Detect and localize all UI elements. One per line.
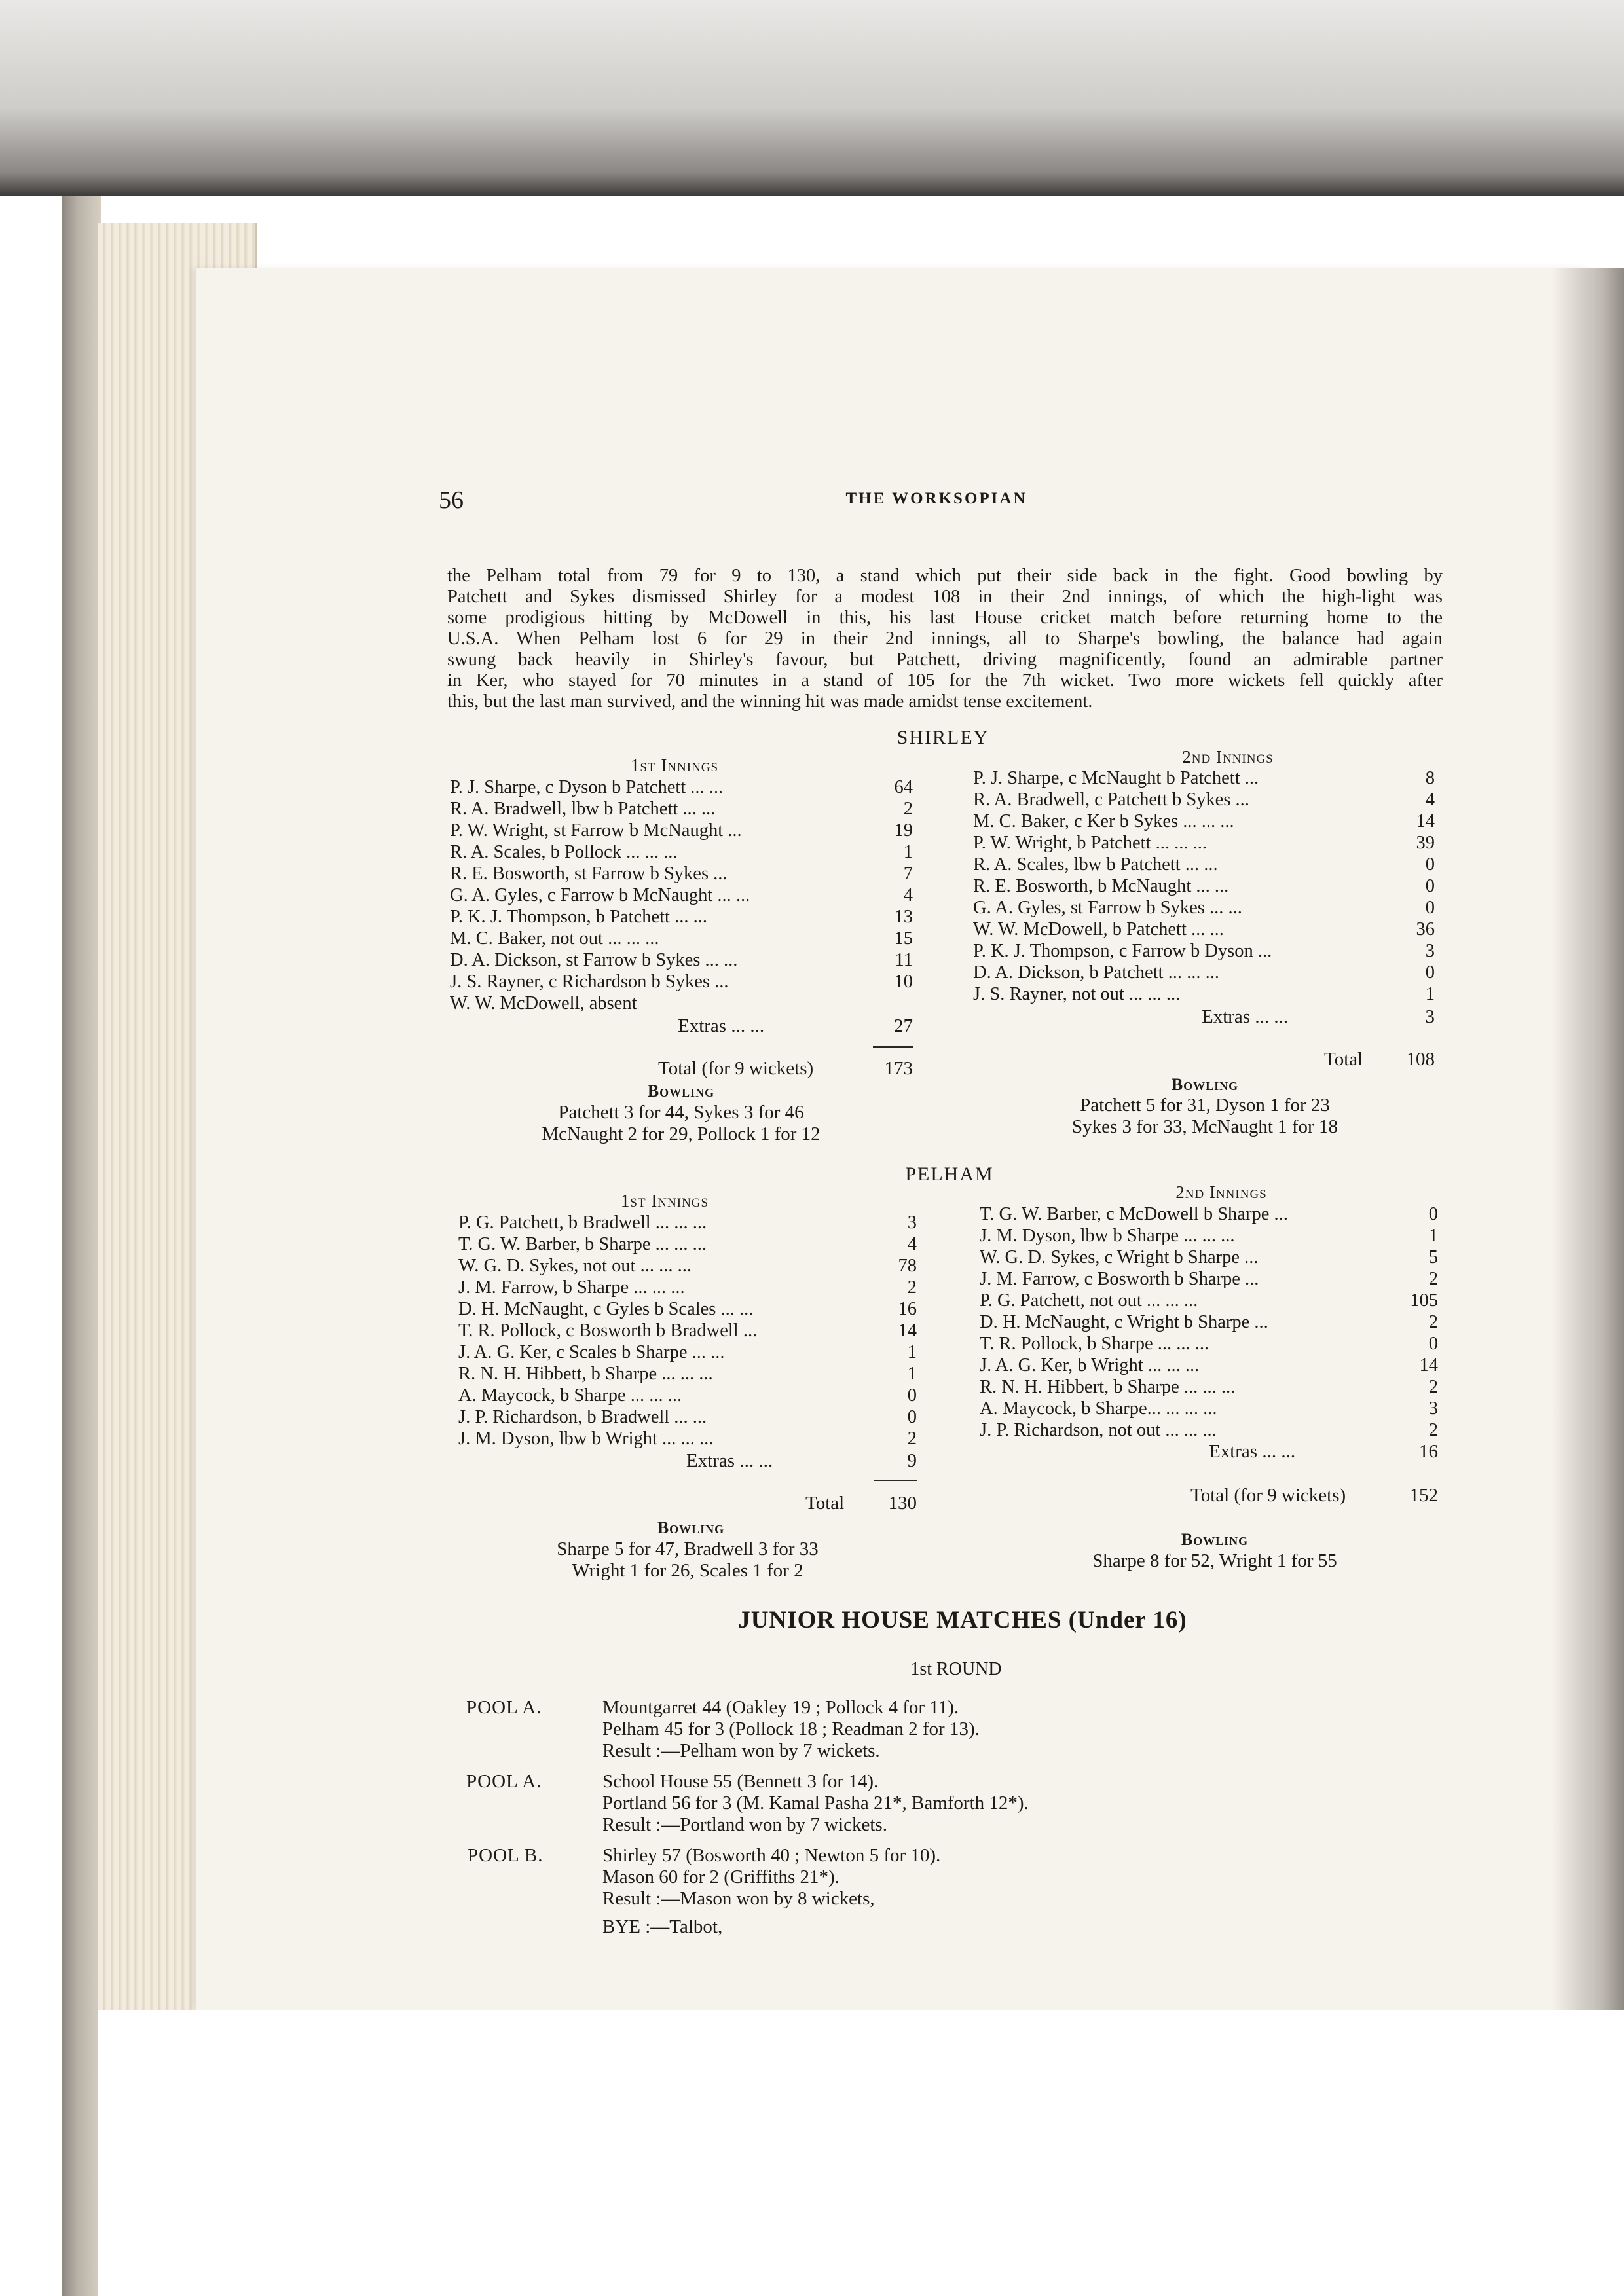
batsman-row	[450, 949, 913, 971]
running-head: THE WORKSOPIAN	[845, 490, 1027, 507]
shirley-2nd-innings-heading: 2nd Innings	[1182, 747, 1274, 767]
batsman-score: 15	[894, 928, 913, 949]
batsman-entry: R. A. Bradwell, c Patchett b Sykes ...	[973, 790, 1249, 810]
batsman-entry: P. G. Patchett, b Bradwell ... ... ...	[458, 1212, 707, 1233]
batsman-entry: W. W. McDowell, absent	[450, 993, 637, 1013]
batsman-row	[980, 1355, 1438, 1376]
batsman-row	[973, 854, 1435, 875]
batsman-entry: P. K. J. Thompson, c Farrow b Dyson ...	[973, 941, 1272, 961]
batsman-entry: W. G. D. Sykes, not out ... ... ...	[458, 1256, 692, 1276]
total-score: 173	[884, 1058, 913, 1079]
total-rule	[874, 1480, 917, 1481]
total-label: Total (for 9 wickets)	[1190, 1485, 1346, 1506]
batsman-row	[458, 1298, 917, 1320]
bowling-line: Sykes 3 for 33, McNaught 1 for 18	[1072, 1116, 1338, 1137]
extras-label: Extras ... ...	[678, 1015, 765, 1036]
batsman-row	[450, 884, 913, 906]
batsman-entry: J. A. G. Ker, b Wright ... ... ...	[980, 1355, 1200, 1376]
extras-label: Extras ... ...	[1202, 1006, 1289, 1027]
batsman-score: 0	[1425, 876, 1435, 896]
team-heading-shirley: SHIRLEY	[896, 727, 989, 748]
batsman-row	[980, 1311, 1438, 1333]
paragraph-line: Patchett and Sykes dismissed Shirley for a modest 108 in their 2nd innings, of which the high-light was	[447, 587, 1443, 607]
pool-label: POOL A.	[466, 1697, 542, 1718]
batsman-score: 0	[1425, 962, 1435, 983]
junior-house-matches-heading: JUNIOR HOUSE MATCHES (Under 16)	[738, 1607, 1187, 1633]
batsman-row	[973, 767, 1435, 789]
batsman-score: 0	[1425, 898, 1435, 918]
pelham-1st-innings-scorecard	[458, 1212, 917, 1449]
extras-score: 27	[894, 1015, 913, 1036]
batsman-entry: J. S. Rayner, not out ... ... ...	[973, 984, 1181, 1004]
batsman-entry: P. W. Wright, st Farrow b McNaught ...	[450, 820, 742, 841]
batsman-entry: T. G. W. Barber, c McDowell b Sharpe ...	[980, 1204, 1288, 1224]
batsman-score: 11	[895, 950, 913, 970]
total-rule	[873, 1046, 913, 1048]
match-result: Result :—Portland won by 7 wickets.	[602, 1814, 887, 1835]
batsman-score: 2	[1428, 1420, 1438, 1440]
batsman-score: 1	[1428, 1226, 1438, 1246]
bowling-heading: Bowling	[1171, 1075, 1239, 1094]
match-report-paragraph	[447, 566, 1443, 712]
extras-score: 9	[907, 1450, 917, 1471]
bowling-line: Sharpe 8 for 52, Wright 1 for 55	[1092, 1550, 1337, 1571]
pelham-1st-innings-heading: 1st Innings	[620, 1191, 709, 1211]
page-number: 56	[439, 486, 464, 514]
batsman-score: 39	[1416, 833, 1435, 853]
batsman-row	[973, 789, 1435, 811]
shirley-2nd-innings-scorecard	[973, 767, 1435, 1005]
paragraph-line: some prodigious hitting by McDowell in this, his last House cricket match before returning home to the	[447, 608, 1443, 628]
bowling-heading: Bowling	[647, 1082, 715, 1101]
extras-label: Extras ... ...	[1209, 1441, 1296, 1462]
batsman-row	[458, 1406, 917, 1428]
page-gutter-shadow	[1552, 268, 1624, 2010]
batsman-row	[458, 1233, 917, 1255]
batsman-score: 7	[903, 864, 913, 884]
batsman-score: 1	[1425, 984, 1435, 1004]
batsman-row	[458, 1428, 917, 1449]
batsman-entry: A. Maycock, b Sharpe ... ... ...	[458, 1385, 682, 1406]
batsman-row	[450, 906, 913, 928]
batsman-entry: A. Maycock, b Sharpe... ... ... ...	[980, 1398, 1217, 1419]
pool-label: POOL B.	[468, 1845, 544, 1866]
batsman-row	[980, 1247, 1438, 1268]
batsman-entry: J. M. Farrow, b Sharpe ... ... ...	[458, 1277, 685, 1298]
batsman-score: 13	[894, 907, 913, 927]
batsman-row	[973, 962, 1435, 983]
match-result: Result :—Mason won by 8 wickets,	[602, 1888, 875, 1909]
batsman-score: 8	[1425, 768, 1435, 788]
bowling-line: Wright 1 for 26, Scales 1 for 2	[572, 1560, 803, 1581]
batsman-row	[973, 940, 1435, 962]
bowling-line: Sharpe 5 for 47, Bradwell 3 for 33	[557, 1539, 819, 1559]
batsman-score: 19	[894, 820, 913, 841]
batsman-row	[980, 1398, 1438, 1419]
batsman-row	[450, 928, 913, 949]
team-heading-pelham: PELHAM	[905, 1163, 994, 1185]
batsman-entry: D. A. Dickson, b Patchett ... ... ...	[973, 962, 1220, 983]
match-line: Portland 56 for 3 (M. Kamal Pasha 21*, Bamforth 12*).	[602, 1793, 1029, 1813]
batsman-entry: R. A. Scales, b Pollock ... ... ...	[450, 842, 678, 862]
batsman-score: 2	[907, 1277, 917, 1298]
batsman-entry: J. A. G. Ker, c Scales b Sharpe ... ...	[458, 1342, 725, 1362]
batsman-row	[973, 897, 1435, 919]
bowling-heading: Bowling	[1181, 1530, 1249, 1549]
batsman-score: 1	[907, 1342, 917, 1362]
batsman-score: 2	[907, 1429, 917, 1449]
batsman-row	[973, 811, 1435, 832]
batsman-score: 105	[1410, 1290, 1438, 1311]
batsman-entry: R. N. H. Hibbert, b Sharpe ... ... ...	[980, 1377, 1236, 1397]
batsman-score: 3	[1425, 941, 1435, 961]
batsman-row	[458, 1212, 917, 1233]
batsman-score: 3	[1428, 1398, 1438, 1419]
batsman-score: 14	[1416, 811, 1435, 831]
match-line: Mountgarret 44 (Oakley 19 ; Pollock 4 for 11).	[602, 1697, 959, 1718]
bowling-line: Patchett 3 for 44, Sykes 3 for 46	[558, 1102, 804, 1123]
batsman-row	[980, 1333, 1438, 1355]
batsman-row	[980, 1419, 1438, 1441]
batsman-score: 2	[1428, 1377, 1438, 1397]
batsman-score: 4	[907, 1234, 917, 1254]
match-line: Mason 60 for 2 (Griffiths 21*).	[602, 1867, 840, 1887]
book-spine	[62, 196, 101, 2296]
batsman-entry: R. N. H. Hibbett, b Sharpe ... ... ...	[458, 1364, 713, 1384]
total-label: Total	[805, 1493, 845, 1514]
pelham-2nd-innings-heading: 2nd Innings	[1175, 1182, 1267, 1202]
batsman-entry: P. J. Sharpe, c McNaught b Patchett ...	[973, 768, 1259, 788]
batsman-entry: D. H. McNaught, c Wright b Sharpe ...	[980, 1312, 1268, 1332]
batsman-entry: J. P. Richardson, not out ... ... ...	[980, 1420, 1217, 1440]
batsman-entry: J. P. Richardson, b Bradwell ... ...	[458, 1407, 707, 1427]
total-score: 108	[1406, 1049, 1435, 1070]
batsman-entry: G. A. Gyles, st Farrow b Sykes ... ...	[973, 898, 1242, 918]
batsman-entry: T. R. Pollock, c Bosworth b Bradwell ...	[458, 1321, 758, 1341]
batsman-score: 36	[1416, 919, 1435, 939]
pool-label: POOL A.	[466, 1771, 542, 1792]
paragraph-line: the Pelham total from 79 for 9 to 130, a stand which put their side back in the fight. Good bowling by	[447, 566, 1443, 586]
batsman-entry: M. C. Baker, not out ... ... ...	[450, 928, 659, 949]
batsman-score: 16	[898, 1299, 917, 1319]
batsman-score: 4	[1425, 790, 1435, 810]
batsman-entry: T. R. Pollock, b Sharpe ... ... ...	[980, 1334, 1209, 1354]
batsman-entry: J. M. Dyson, lbw b Sharpe ... ... ...	[980, 1226, 1235, 1246]
paragraph-line: U.S.A. When Pelham lost 6 for 29 in their 2nd innings, all to Sharpe's bowling, the balance had again	[447, 629, 1443, 649]
paragraph-line: this, but the last man survived, and the winning hit was made amidst tense excitement.	[447, 691, 1093, 712]
batsman-row	[458, 1341, 917, 1363]
batsman-entry: W. G. D. Sykes, c Wright b Sharpe ...	[980, 1247, 1259, 1267]
batsman-row	[458, 1363, 917, 1385]
batsman-entry: J. M. Farrow, c Bosworth b Sharpe ...	[980, 1269, 1259, 1289]
extras-score: 16	[1419, 1441, 1438, 1462]
batsman-score: 2	[1428, 1269, 1438, 1289]
extras-score: 3	[1425, 1006, 1435, 1027]
batsman-row	[973, 919, 1435, 940]
paragraph-line: swung back heavily in Shirley's favour, but Patchett, driving magnificently, found an admirable partner	[447, 649, 1443, 670]
batsman-score: 78	[898, 1256, 917, 1276]
match-line: School House 55 (Bennett 3 for 14).	[602, 1771, 879, 1792]
batsman-row	[458, 1385, 917, 1406]
pelham-2nd-innings-scorecard	[980, 1203, 1438, 1441]
batsman-entry: D. H. McNaught, c Gyles b Scales ... ...	[458, 1299, 754, 1319]
match-result: Result :—Pelham won by 7 wickets.	[602, 1740, 880, 1761]
batsman-score: 4	[903, 885, 913, 905]
batsman-row	[450, 841, 913, 863]
batsman-score: 0	[1428, 1334, 1438, 1354]
batsman-row	[458, 1320, 917, 1341]
batsman-entry: P. J. Sharpe, c Dyson b Patchett ... ...	[450, 777, 724, 797]
scanner-bed	[98, 2010, 1624, 2296]
batsman-row	[980, 1203, 1438, 1225]
batsman-entry: M. C. Baker, c Ker b Sykes ... ... ...	[973, 811, 1234, 831]
batsman-entry: P. K. J. Thompson, b Patchett ... ...	[450, 907, 707, 927]
batsman-score: 0	[1425, 854, 1435, 875]
batsman-entry: P. W. Wright, b Patchett ... ... ...	[973, 833, 1207, 853]
batsman-row	[450, 798, 913, 820]
batsman-score: 2	[903, 799, 913, 819]
bowling-line: McNaught 2 for 29, Pollock 1 for 12	[542, 1123, 821, 1144]
batsman-score: 10	[894, 972, 913, 992]
scanner-top-shadow	[0, 0, 1624, 196]
batsman-score: 0	[907, 1407, 917, 1427]
batsman-row	[458, 1277, 917, 1298]
batsman-row	[980, 1376, 1438, 1398]
batsman-row	[450, 993, 913, 1014]
batsman-row	[450, 820, 913, 841]
paragraph-line: in Ker, who stayed for 70 minutes in a stand of 105 for the 7th wicket. Two more wickets fell quickly after	[447, 670, 1443, 691]
batsman-entry: R. A. Scales, lbw b Patchett ... ...	[973, 854, 1218, 875]
batsman-row	[450, 971, 913, 993]
batsman-row	[450, 863, 913, 884]
batsman-row	[458, 1255, 917, 1277]
batsman-entry: J. M. Dyson, lbw b Wright ... ... ...	[458, 1429, 714, 1449]
batsman-entry: R. E. Bosworth, st Farrow b Sykes ...	[450, 864, 728, 884]
batsman-score: 3	[907, 1212, 917, 1233]
batsman-score: 64	[894, 777, 913, 797]
batsman-row	[973, 875, 1435, 897]
batsman-score: 14	[1419, 1355, 1438, 1376]
bowling-line: Patchett 5 for 31, Dyson 1 for 23	[1080, 1095, 1330, 1116]
batsman-row	[980, 1268, 1438, 1290]
total-label: Total	[1324, 1049, 1363, 1070]
batsman-entry: T. G. W. Barber, b Sharpe ... ... ...	[458, 1234, 707, 1254]
batsman-row	[980, 1225, 1438, 1247]
shirley-1st-innings-scorecard	[450, 776, 913, 1014]
batsman-score: 0	[1428, 1204, 1438, 1224]
batsman-entry: D. A. Dickson, st Farrow b Sykes ... ...	[450, 950, 738, 970]
batsman-entry: R. E. Bosworth, b McNaught ... ...	[973, 876, 1229, 896]
batsman-entry: J. S. Rayner, c Richardson b Sykes ...	[450, 972, 729, 992]
batsman-entry: G. A. Gyles, c Farrow b McNaught ... ...	[450, 885, 750, 905]
batsman-row	[973, 832, 1435, 854]
batsman-entry: R. A. Bradwell, lbw b Patchett ... ...	[450, 799, 716, 819]
bowling-heading: Bowling	[657, 1518, 725, 1537]
batsman-row	[980, 1290, 1438, 1311]
extras-label: Extras ... ...	[686, 1450, 773, 1471]
batsman-entry: P. G. Patchett, not out ... ... ...	[980, 1290, 1198, 1311]
batsman-score: 2	[1428, 1312, 1438, 1332]
shirley-1st-innings-heading: 1st Innings	[630, 756, 719, 775]
batsman-score: 5	[1428, 1247, 1438, 1267]
batsman-score: 1	[903, 842, 913, 862]
batsman-score: 14	[898, 1321, 917, 1341]
batsman-row	[450, 776, 913, 798]
batsman-row	[973, 983, 1435, 1005]
batsman-score: 0	[907, 1385, 917, 1406]
total-score: 152	[1409, 1485, 1438, 1506]
total-score: 130	[888, 1493, 917, 1514]
batsman-entry: W. W. McDowell, b Patchett ... ...	[973, 919, 1224, 939]
match-line: Pelham 45 for 3 (Pollock 18 ; Readman 2 for 13).	[602, 1719, 980, 1740]
round-heading: 1st ROUND	[910, 1659, 1002, 1679]
match-line: Shirley 57 (Bosworth 40 ; Newton 5 for 10).	[602, 1845, 941, 1866]
total-label: Total (for 9 wickets)	[658, 1058, 814, 1079]
bye-line: BYE :—Talbot,	[602, 1916, 723, 1937]
batsman-score: 1	[907, 1364, 917, 1384]
